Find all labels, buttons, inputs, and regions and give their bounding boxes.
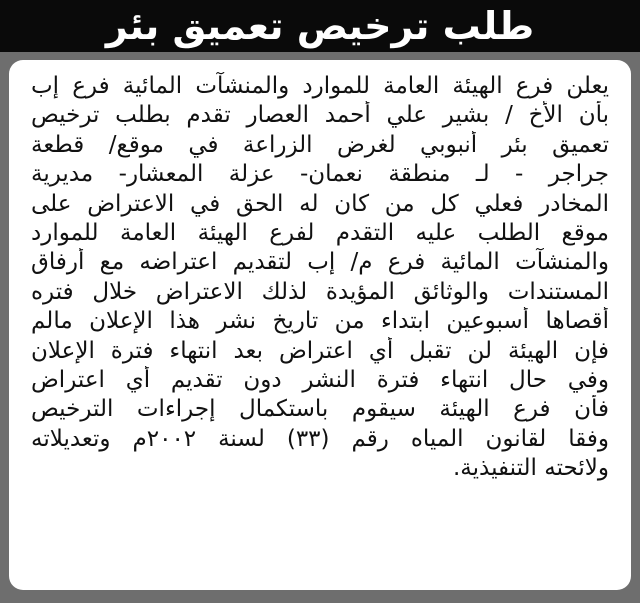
notice-line: ولائحته التنفيذية. (452, 455, 609, 482)
notice-line: موقع الطلب عليه التقدم لفرع الهيئة العامة للموارد (31, 219, 609, 246)
notice-line: جراجر - لـ منطقة نعمان- عزلة المعشار- مديرية (31, 161, 609, 188)
notice-line: فأن فرع الهيئة سيقوم باستكمال إجراءات الترخيص (31, 396, 609, 423)
notice-line: تعميق بئر أنبوبي لغرض الزراعة في موقع/ قطعة (31, 131, 609, 158)
notice-title: طلب ترخيص تعميق بئر (105, 4, 535, 48)
notice-line: أقصاها أسبوعين ابتداء من تاريخ نشر هذا الإعلان مالم (31, 308, 609, 335)
notice-line: والمنشآت المائية فرع م/ إب لتقديم اعتراضه مع أرفاق (31, 249, 609, 276)
notice-line: بأن الأخ / بشير علي أحمد العصار تقدم بطلب ترخيص (31, 102, 609, 129)
notice-line: يعلن فرع الهيئة العامة للموارد والمنشآت المائية فرع إب (31, 73, 609, 99)
notice-line: وفي حال انتهاء فترة النشر دون تقديم أي اعتراض (31, 366, 609, 393)
notice-line: وفقا لقانون المياه رقم (٣٣) لسنة ٢٠٠٢م وتعديلاته (31, 425, 609, 452)
notice-line: المستندات والوثائق المؤيدة لذلك الاعتراض خلال فتره (31, 278, 609, 305)
notice-line: فإن الهيئة لن تقبل أي اعتراض بعد انتهاء فترة الإعلان (31, 337, 609, 364)
notice-header (0, 0, 640, 52)
notice-body (9, 60, 631, 590)
notice-line: المخادر فعلي كل من كان له الحق في الاعتراض على (31, 190, 609, 217)
